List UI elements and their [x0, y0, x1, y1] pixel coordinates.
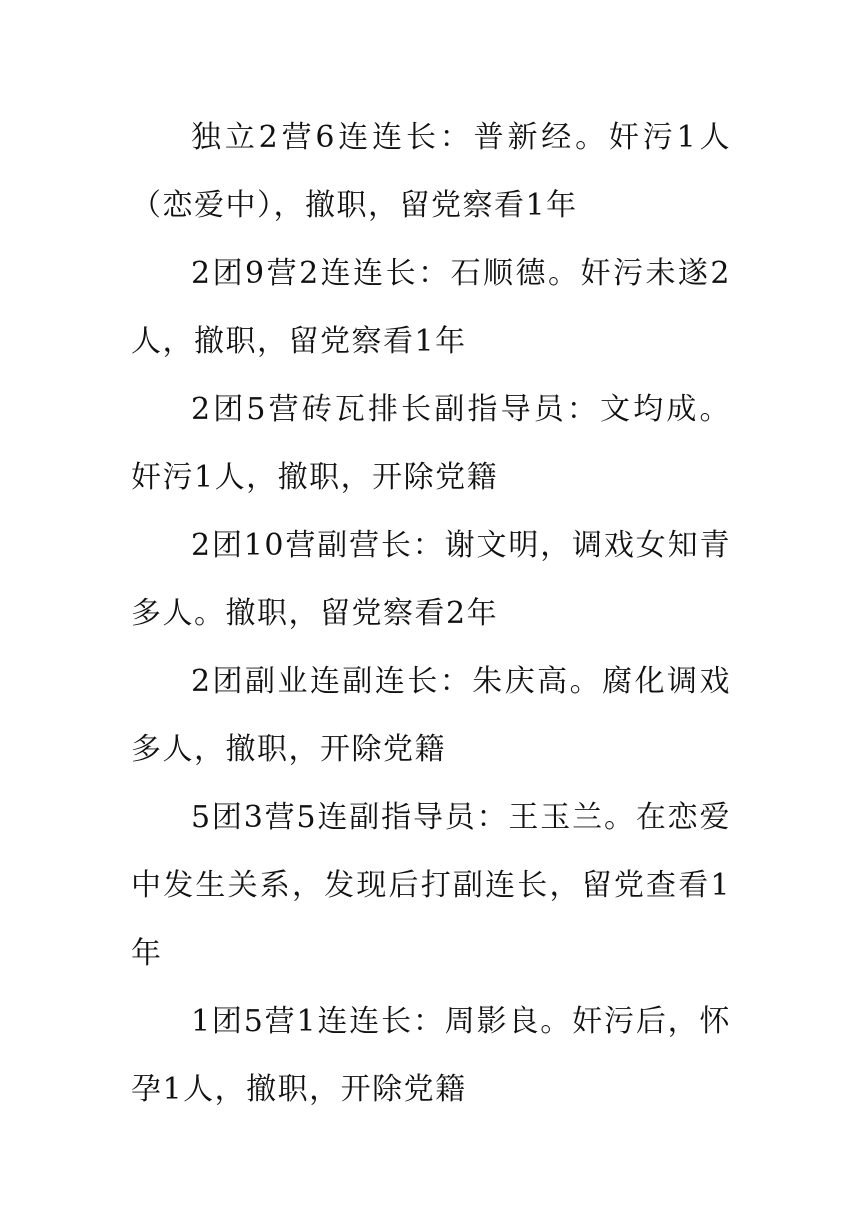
record-paragraph-1: 独立2营6连连长：普新经。奸污1人（恋爱中），撤职，留党察看1年	[131, 120, 731, 223]
record-paragraph-6: 5团3营5连副指导员：王玉兰。在恋爱中发生关系，发现后打副连长，留党查看1年	[131, 800, 731, 971]
record-paragraph-7: 1团5营1连连长：周影良。奸污后，怀孕1人，撤职，开除党籍	[131, 1004, 731, 1107]
document-page	[131, 104, 731, 1124]
record-paragraph-5: 2团副业连副连长：朱庆高。腐化调戏多人，撤职，开除党籍	[131, 664, 731, 767]
record-paragraph-4: 2团10营副营长：谢文明，调戏女知青多人。撤职，留党察看2年	[131, 528, 731, 631]
record-paragraph-2: 2团9营2连连长：石顺德。奸污未遂2人，撤职，留党察看1年	[131, 256, 731, 359]
record-paragraph-3: 2团5营砖瓦排长副指导员：文均成。奸污1人，撤职，开除党籍	[131, 392, 731, 495]
